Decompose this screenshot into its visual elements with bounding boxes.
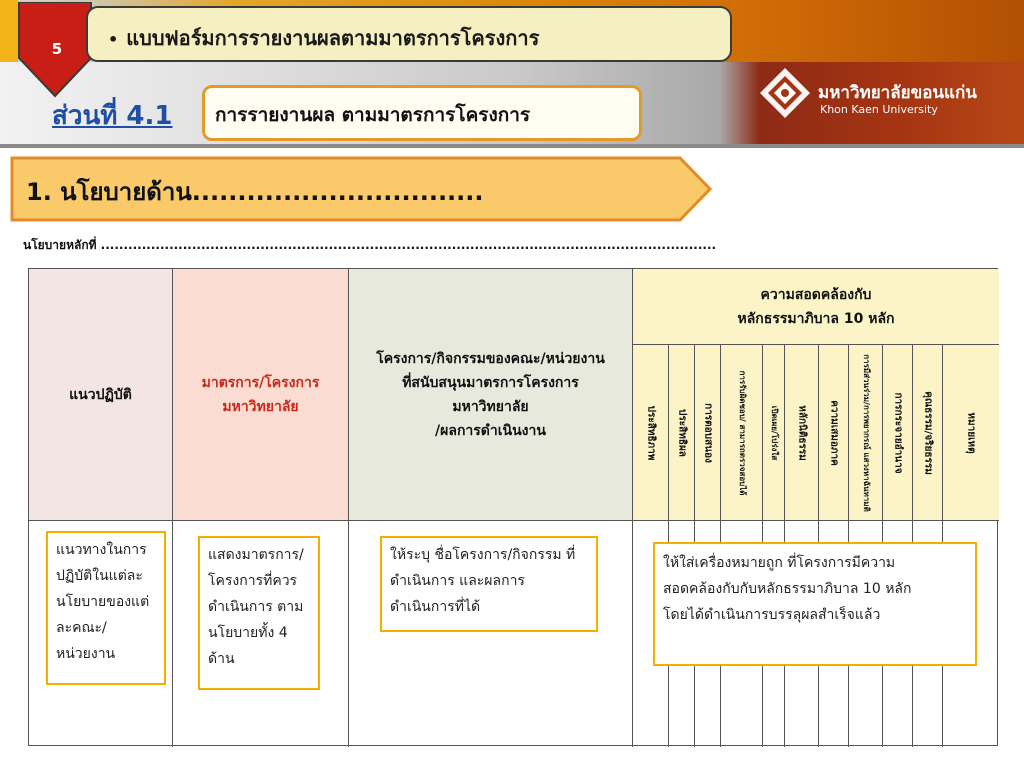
principle-column [849,345,883,521]
policy-heading: 1. นโยบายด้าน................................ [26,178,484,206]
note-line: นโยบายของแต่ [56,594,150,610]
note-line: สอดคล้องกับกับหลักธรรมาภิบาล 10 หลัก [663,581,912,597]
note-line: นโยบายทั้ง 4 [208,625,288,641]
principle-column [695,345,721,521]
form-title [108,22,539,54]
report-form-table [28,268,998,746]
principle-column [721,345,763,521]
header-guideline [29,269,173,521]
principle-column [943,345,999,521]
principle-label: การรับผิดชอบ/ สามารถตรวจสอบได้ [737,370,747,495]
university-name-english: Khon Kaen University [820,103,938,116]
note-line: ปฏิบัติในแต่ละ [56,568,143,584]
principle-column [669,345,695,521]
header-measure-label [173,371,348,419]
header-project-line: โครงการ/กิจกรรมของคณะ/หน่วยงาน [376,350,605,367]
section-label: ส่วนที่ 4.1 [52,101,173,131]
principle-label: การมีส่วนร่วม/การพยากรณ์ แสวงหาฉันทามติ [861,353,871,512]
project-instruction-note [380,536,598,632]
header-project-line: มหาวิทยาลัย [452,398,529,415]
note-line: ดำเนินการที่ได้ [390,599,481,615]
principle-label: หมายเหตุ [965,411,977,454]
note-line: หน่วยงาน [56,646,116,662]
principle-column [913,345,943,521]
principle-label: หลักนิติธรรม [796,404,807,461]
header-guideline-label: แนวปฏิบัติ [69,386,132,403]
principle-column [763,345,785,521]
header-governance-line: หลักธรรมาภิบาล 10 หลัก [737,310,895,327]
section-title: การรายงานผล ตามมาตรการโครงการ [215,104,531,126]
guideline-instruction-note [46,531,166,685]
kku-logo-icon [758,66,812,120]
note-line: ด้าน [208,651,235,667]
governance-instruction-note [653,542,977,666]
principle-label: เปิดเผย/โปร่งใส [769,405,779,460]
header-project-line: ที่สนับสนุนมาตรการโครงการ [402,374,579,391]
section-title-box [202,85,642,141]
university-name-thai: มหาวิทยาลัยขอนแก่น [818,83,977,103]
principle-label: การตอบสนอง [702,402,713,463]
note-line: โครงการที่ควร [208,573,298,589]
principle-column [883,345,913,521]
principle-label: ประสิทธิภาพ [645,405,656,460]
form-title-text: แบบฟอร์มการรายงานผลตามมาตรการโครงการ [126,26,540,50]
header-measure-line: มหาวิทยาลัย [222,398,299,415]
header-ribbon-stripe [0,0,18,62]
header-project-label [349,347,632,443]
header-measure-line: มาตรการ/โครงการ [201,374,320,391]
bullet-icon: • [108,30,119,49]
measure-instruction-note [198,536,320,690]
main-policy-line: นโยบายหลักที่ ....................................................................................................................................... [23,238,717,252]
principle-label: ความเสมอภาค [828,399,839,466]
header-governance-label [633,283,999,331]
principle-label: การกระจายอำนาจ [892,391,903,474]
note-line: ให้ระบุ ชื่อโครงการ/กิจกรรม ที่ [390,547,576,563]
header-measure [173,269,349,521]
note-line: โดยได้ดำเนินการบรรลุผลสำเร็จแล้ว [663,607,881,623]
note-line: ดำเนินการ ตาม [208,599,304,615]
principle-column [785,345,819,521]
note-line: ละคณะ/ [56,620,107,636]
header-governance [633,269,999,345]
note-line: ให้ใส่เครื่องหมายถูก ที่โครงการมีความ [663,555,896,571]
principle-column [819,345,849,521]
slide-number: 5 [51,40,63,58]
header-project-line: /ผลการดำเนินงาน [435,422,546,439]
note-line: แนวทางในการ [56,542,147,558]
header-project [349,269,633,521]
note-line: ดำเนินการ และผลการ [390,573,525,589]
principle-column [633,345,669,521]
principle-label: คุณธรรม/จริยธรรม [922,390,933,475]
principle-label: ประสิทธิผล [676,408,687,457]
header-governance-line: ความสอดคล้องกับ [760,286,872,303]
form-title-banner [86,6,732,62]
note-line: แสดงมาตรการ/ [208,547,304,563]
